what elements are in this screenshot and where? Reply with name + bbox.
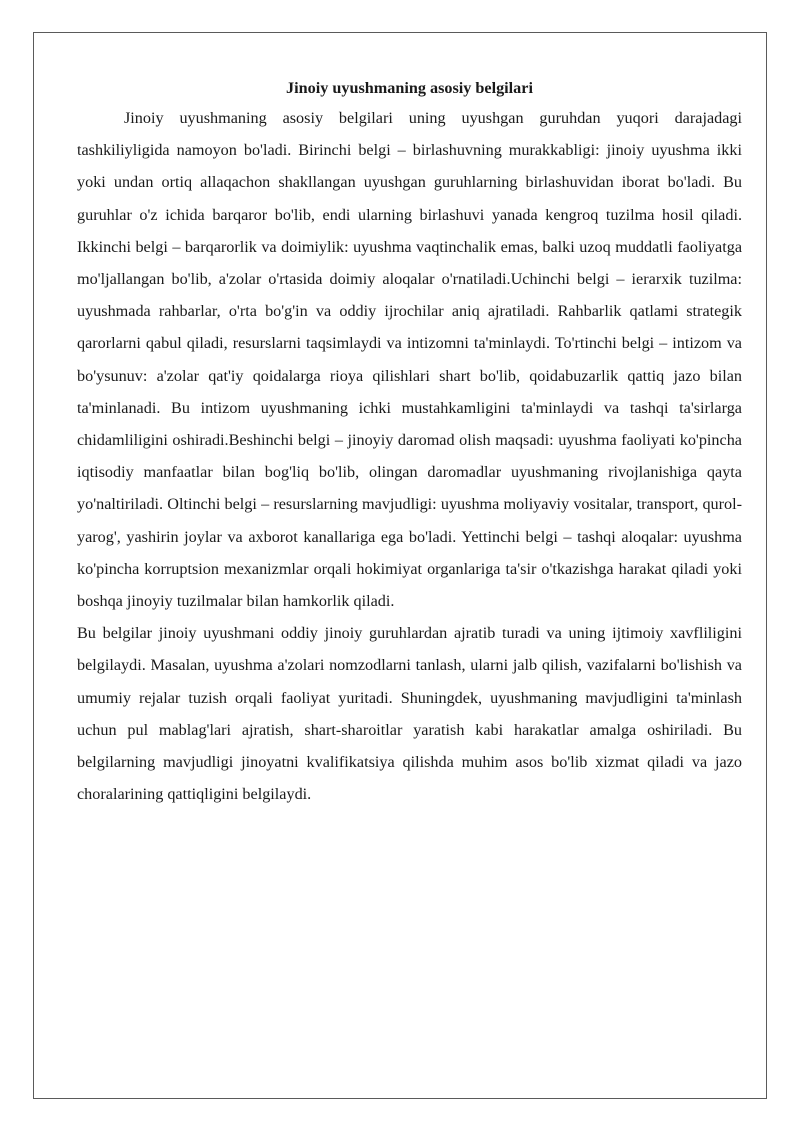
document-title: Jinoiy uyushmaning asosiy belgilari <box>286 79 533 97</box>
paragraph-2: Bu belgilar jinoiy uyushmani oddiy jinoiy guruhlardan ajratib turadi va uning ijtimoiy xavfliligini belgilaydi. Masalan, uyushma a'zolari nomzodlarni tanlash, ularni jalb qilish, vazifalarni bo'lishish va umumiy rejalar tuzish orqali faoliyat yuritadi. Shuningdek, uyushmaning mavjudligini ta'minlash uchun pul mablag'lari ajratish, shart-sharoitlar yaratish kabi harakatlar amalga oshiriladi. Bu belgilarning mavjudligi jinoyatni kvalifikatsiya qilishda muhim asos bo'lib xizmat qiladi va jazo choralarining qattiqligini belgilaydi. <box>77 624 742 804</box>
paragraph-1: Jinoiy uyushmaning asosiy belgilari uning uyushgan guruhdan yuqori darajadagi tashkiliyligida namoyon bo'ladi. Birinchi belgi – birlashuvning murakkabligi: jinoiy uyushma ikki yoki undan ortiq allaqachon shakllangan uyushgan guruhlarning birlashuvidan iborat bo'ladi. Bu guruhlar o'z ichida barqaror bo'lib, endi ularning birlashuvi yanada kengroq tuzilma hosil qiladi. Ikkinchi belgi – barqarorlik va doimiylik: uyushma vaqtinchalik emas, balki uzoq muddatli faoliyatga mo'ljallangan bo'lib, a'zolar o'rtasida doimiy aloqalar o'rnatiladi.Uchinchi belgi – ierarxik tuzilma: uyushmada rahbarlar, o'rta bo'g'in va oddiy ijrochilar aniq ajratiladi. Rahbarlik qatlami strategik qarorlarni qabul qiladi, resurslarni taqsimlaydi va intizomni ta'minlaydi. To'rtinchi belgi – intizom va bo'ysunuv: a'zolar qat'iy qoidalarga rioya qilishlari shart bo'lib, qoidabuzarlik qattiq jazo bilan ta'minlanadi. Bu intizom uyushmaning ichki mustahkamligini ta'minlaydi va tashqi ta'sirlarga chidamliligini oshiradi.Beshinchi belgi – jinoyiy daromad olish maqsadi: uyushma faoliyati ko'pincha iqtisodiy manfaatlar bilan bog'liq bo'lib, olingan daromadlar uyushmaning rivojlanishiga qayta yo'naltiriladi. Oltinchi belgi – resurslarning mavjudligi: uyushma moliyaviy vositalar, transport, qurol-yarog', yashirin joylar va axborot kanallariga ega bo'ladi. Yettinchi belgi – tashqi aloqalar: uyushma ko'pincha korruptsion mexanizmlar orqali hokimiyat organlariga ta'sir o'tkazishga harakat qiladi yoki boshqa jinoyiy tuzilmalar bilan hamkorlik qiladi. <box>77 109 742 611</box>
document-body <box>77 74 742 810</box>
